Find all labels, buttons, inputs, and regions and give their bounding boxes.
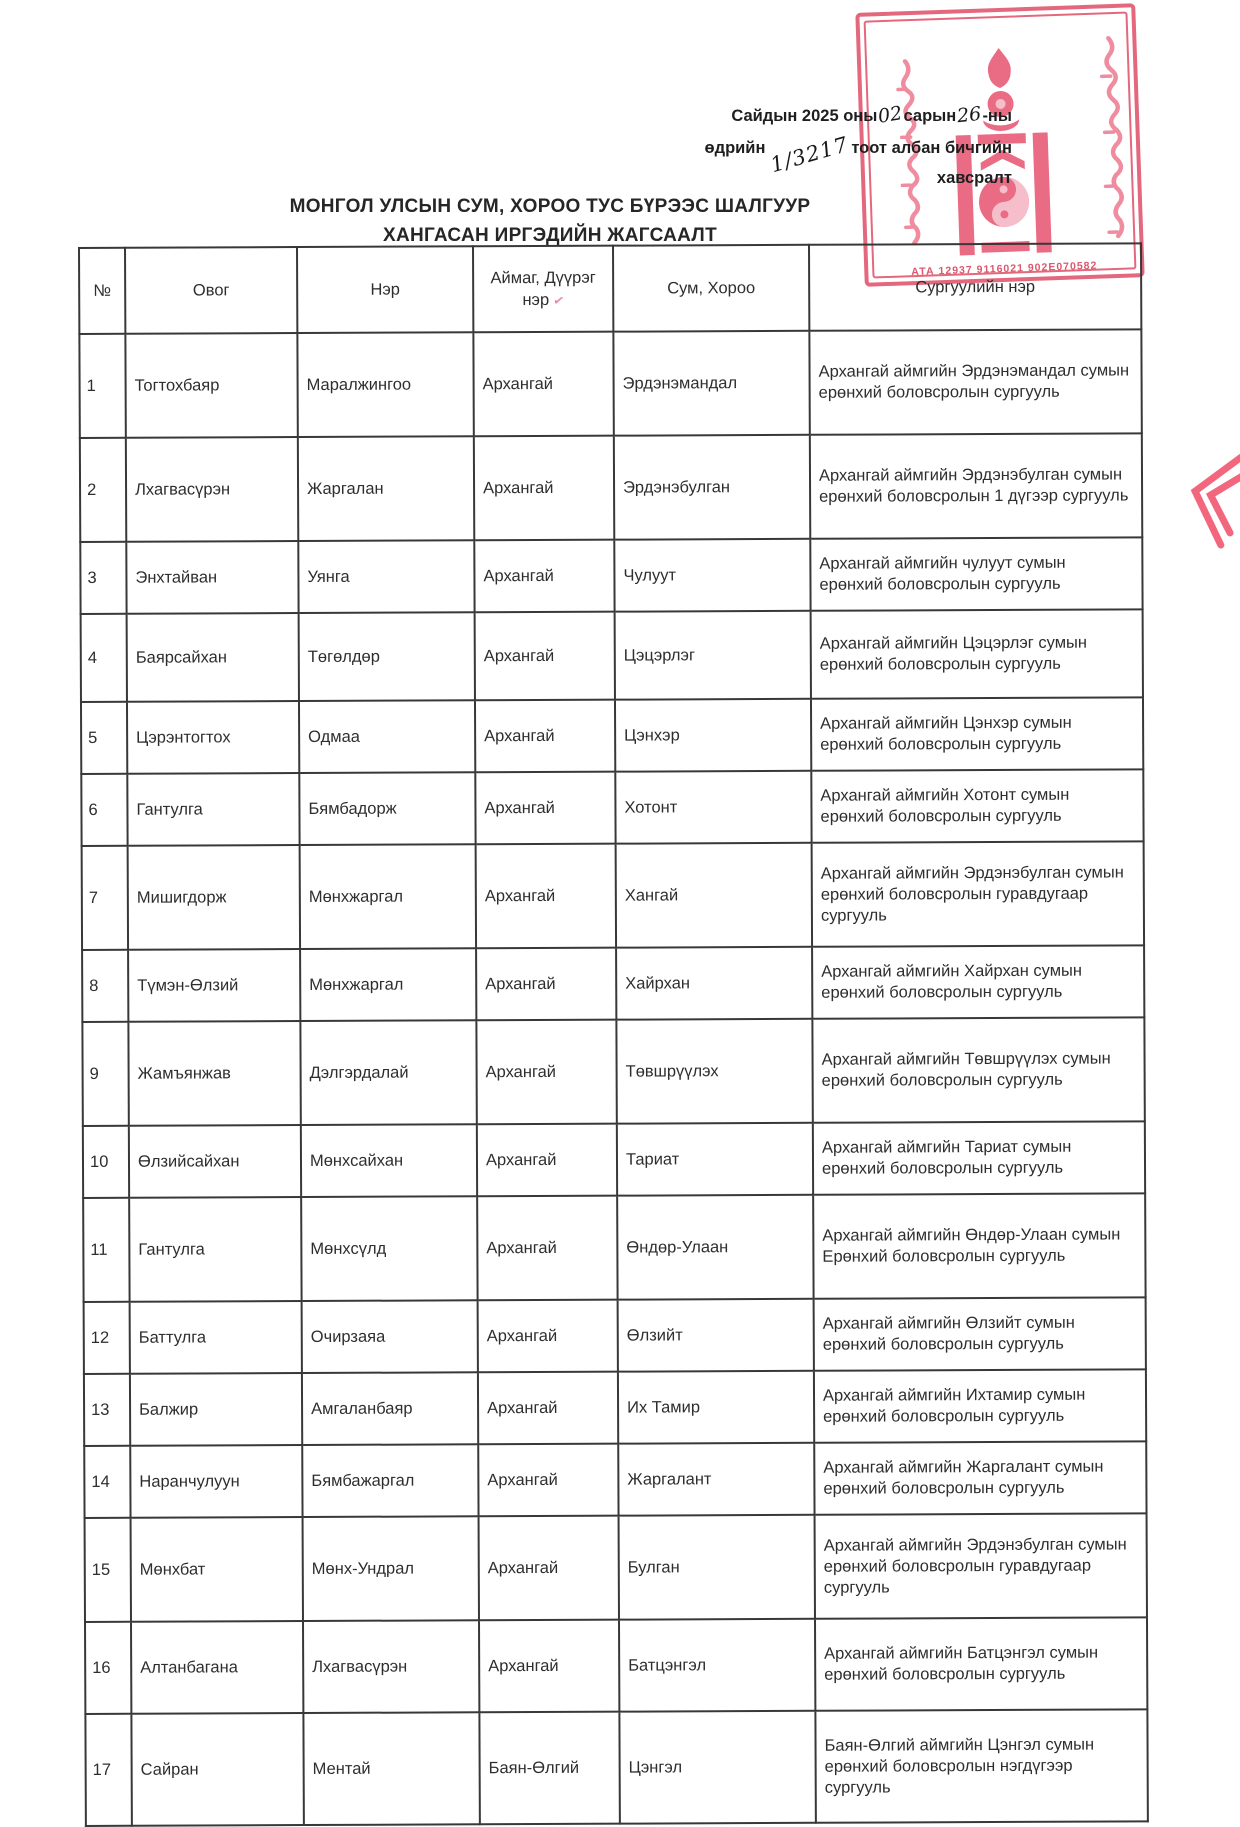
cell-sum: Хайрхан: [616, 947, 812, 1020]
cell-school: Архангай аймгийн Эрдэнэбулган сумын ерөнхий боловсролын 1 дүгээр сургууль: [810, 433, 1142, 538]
cell-aimag: Архангай: [479, 1620, 619, 1713]
table-row: [85, 1513, 1147, 1622]
cell-name: Лхагвасүрэн: [303, 1620, 479, 1713]
header-surname: Овог: [125, 247, 297, 334]
cell-aimag: Архангай: [476, 844, 616, 949]
cell-aimag: Архангай: [478, 1444, 618, 1517]
cell-school: Архангай аймгийн Ихтамир сумын ерөнхий боловсролын сургууль: [814, 1369, 1146, 1442]
header-aimag-line2: нэр: [522, 290, 550, 309]
cell-aimag: Архангай: [476, 1020, 616, 1125]
cell-sum: Хотонт: [615, 771, 811, 844]
page-title-line-2: ХАНГАСАН ИРГЭДИЙН ЖАГСААЛТ: [383, 225, 717, 246]
cell-sum: Хангай: [616, 843, 812, 948]
cell-sum: Эрдэнэмандал: [613, 331, 809, 436]
cell-aimag: Архангай: [475, 700, 615, 773]
table-body: [79, 329, 1147, 1826]
cell-sum: Их Тамир: [618, 1371, 814, 1444]
cell-sum: Жаргалант: [618, 1443, 814, 1516]
cell-surname: Алтанбагана: [131, 1621, 303, 1714]
cell-num: 2: [80, 438, 126, 542]
annotation-text: сарын: [903, 107, 957, 125]
cell-num: 1: [79, 334, 125, 438]
table-row: [83, 1121, 1145, 1198]
cell-surname: Наранчулуун: [130, 1445, 302, 1518]
cell-aimag: Архангай: [474, 436, 614, 541]
annotation-line-1: [592, 100, 1012, 131]
cell-sum: Цэнгэл: [619, 1711, 815, 1824]
cell-num: 11: [83, 1198, 129, 1302]
annotation-text: хавсралт: [936, 169, 1012, 187]
cell-aimag: Архангай: [478, 1372, 618, 1445]
cell-school: Архангай аймгийн Цэнхэр сумын ерөнхий боловсролын сургууль: [811, 697, 1143, 770]
table-row: [79, 329, 1141, 438]
cell-sum: Тариат: [617, 1123, 813, 1196]
cell-sum: Эрдэнэбулган: [614, 435, 810, 540]
cell-num: 10: [83, 1126, 129, 1198]
cell-num: 14: [84, 1446, 130, 1518]
table-row: [82, 841, 1144, 950]
header-name: Нэр: [297, 246, 473, 333]
cell-surname: Жамъянжав: [128, 1021, 300, 1126]
red-chevron-mark-icon: [1186, 446, 1240, 550]
cell-sum: Төвшрүүлэх: [616, 1019, 812, 1124]
cell-surname: Тогтохбаяр: [125, 333, 297, 438]
cell-num: 9: [82, 1022, 128, 1126]
cell-name: Бямбажаргал: [302, 1444, 478, 1517]
table-row: [83, 1193, 1145, 1302]
cell-name: Мөнхжаргал: [300, 948, 476, 1021]
cell-aimag: Архангай: [478, 1300, 618, 1373]
handwritten-ref-number: 1/3217: [768, 132, 852, 178]
annotation-text: тоот албан бичгийн: [851, 139, 1012, 157]
cell-school: Архангай аймгийн Хотонт сумын ерөнхий боловсролын сургууль: [811, 769, 1143, 842]
cell-sum: Цэнхэр: [615, 699, 811, 772]
table-row: [84, 1297, 1146, 1374]
cell-name: Дэлгэрдалай: [300, 1020, 476, 1125]
cell-sum: Өндөр-Улаан: [617, 1195, 813, 1300]
cell-num: 4: [81, 614, 127, 702]
cell-school: Архангай аймгийн Эрдэнэмандал сумын ерөнхий боловсролын сургууль: [809, 329, 1141, 434]
cell-school: Архангай аймгийн Батцэнгэл сумын ерөнхий боловсролын сургууль: [815, 1617, 1147, 1710]
table-row: [81, 609, 1143, 702]
cell-surname: Гантулга: [127, 773, 299, 846]
annotation-text: өдрийн: [704, 139, 766, 157]
cell-school: Архангай аймгийн Тариат сумын ерөнхий боловсролын сургууль: [813, 1121, 1145, 1194]
stamp-serial-number: АТА 12937 9116021 902Е070582: [911, 259, 1098, 279]
table-row: [81, 769, 1143, 846]
cell-aimag: Архангай: [477, 1124, 617, 1197]
cell-num: 3: [80, 542, 126, 614]
table-row: [82, 945, 1144, 1022]
cell-num: 7: [82, 846, 128, 950]
header-aimag-line1: Аймаг, Дүүрэг: [490, 268, 596, 287]
cell-name: Одмаа: [299, 700, 475, 773]
annotation-text: -ны: [982, 107, 1012, 125]
cell-name: Мөнхсүлд: [301, 1196, 477, 1301]
annotation-text: Сайдын 2025 оны: [731, 107, 878, 125]
header-sum: Сум, Хороо: [613, 245, 809, 332]
cell-surname: Балжир: [130, 1373, 302, 1446]
annotation-note: [592, 100, 1012, 193]
citizens-list-table-wrap: [78, 242, 1147, 1827]
cell-surname: Өлзийсайхан: [129, 1125, 301, 1198]
cell-name: Мөнх-Ундрал: [303, 1516, 479, 1621]
cell-school: Архангай аймгийн Жаргалант сумын ерөнхий боловсролын сургууль: [814, 1441, 1146, 1514]
cell-surname: Мишигдорж: [128, 845, 300, 950]
table-row: [84, 1369, 1146, 1446]
table-row: [82, 1017, 1144, 1126]
cell-sum: Батцэнгэл: [619, 1619, 815, 1712]
cell-num: 8: [82, 950, 128, 1022]
cell-num: 13: [84, 1374, 130, 1446]
cell-sum: Чулуут: [614, 539, 810, 612]
cell-surname: Сайран: [131, 1713, 303, 1826]
handwritten-month: 02: [876, 102, 905, 128]
table-row: [85, 1617, 1147, 1714]
cell-school: Архангай аймгийн Өлзийт сумын ерөнхий боловсролын сургууль: [814, 1297, 1146, 1370]
cell-name: Уянга: [298, 540, 474, 613]
cell-name: Мөнхсайхан: [301, 1124, 477, 1197]
cell-school: Архангай аймгийн Төвшрүүлэх сумын ерөнхий боловсролын сургууль: [812, 1017, 1144, 1122]
cell-name: Жаргалан: [298, 436, 474, 541]
cell-school: Архангай аймгийн чулуут сумын ерөнхий боловсролын сургууль: [810, 537, 1142, 610]
cell-sum: Өлзийт: [618, 1299, 814, 1372]
cell-surname: Түмэн-Өлзий: [128, 949, 300, 1022]
table-row: [85, 1709, 1147, 1826]
cell-aimag: Архангай: [477, 1196, 617, 1301]
cell-name: Мөнхжаргал: [300, 844, 476, 949]
header-num: №: [79, 248, 125, 334]
cell-aimag: Архангай: [476, 948, 616, 1021]
cell-aimag: Баян-Өлгий: [479, 1712, 619, 1825]
cell-name: Бямбадорж: [299, 772, 475, 845]
table-row: [81, 697, 1143, 774]
cell-name: Төгөлдөр: [299, 612, 475, 701]
cell-num: 12: [84, 1302, 130, 1374]
cell-name: Ментай: [303, 1712, 479, 1825]
cell-school: Архангай аймгийн Цэцэрлэг сумын ерөнхий боловсролын сургууль: [811, 609, 1143, 698]
cell-name: Маралжингоо: [297, 332, 473, 437]
cell-aimag: Архангай: [479, 1516, 619, 1621]
cell-aimag: Архангай: [473, 332, 613, 437]
cell-school: Архангай аймгийн Өндөр-Улаан сумын Ерөнхий боловсролын сургууль: [813, 1193, 1145, 1298]
cell-school: Архангай аймгийн Эрдэнэбулган сумын ерөнхий боловсролын гуравдугаар сургууль: [815, 1513, 1147, 1618]
cell-surname: Баттулга: [130, 1301, 302, 1374]
handwritten-day: 26: [956, 102, 983, 128]
page-title: [50, 192, 1050, 250]
check-mark-icon: ✓: [551, 291, 566, 309]
cell-num: 15: [85, 1518, 131, 1622]
cell-sum: Цэцэрлэг: [615, 611, 811, 700]
cell-sum: Булган: [619, 1515, 815, 1620]
cell-num: 17: [85, 1714, 131, 1826]
cell-aimag: Архангай: [475, 612, 615, 701]
table-row: [80, 433, 1142, 542]
cell-school: Архангай аймгийн Эрдэнэбулган сумын ерөнхий боловсролын гуравдугаар сургууль: [812, 841, 1144, 946]
cell-name: Очирзаяа: [302, 1300, 478, 1373]
cell-num: 6: [81, 774, 127, 846]
header-aimag: [473, 246, 613, 333]
cell-aimag: Архангай: [475, 772, 615, 845]
table-header-row: [79, 243, 1141, 334]
cell-num: 16: [85, 1622, 131, 1714]
cell-surname: Баярсайхан: [127, 613, 299, 702]
table-row: [80, 537, 1142, 614]
cell-surname: Мөнхбат: [131, 1517, 303, 1622]
cell-num: 5: [81, 702, 127, 774]
cell-surname: Лхагвасүрэн: [126, 437, 298, 542]
cell-name: Амгаланбаяр: [302, 1372, 478, 1445]
page-title-line-1: МОНГОЛ УЛСЫН СУМ, ХОРОО ТУС БҮРЭЭС ШАЛГУУР: [289, 196, 811, 217]
cell-surname: Цэрэнтогтох: [127, 701, 299, 774]
header-school: Сургуулийн нэр: [809, 243, 1141, 330]
table-row: [84, 1441, 1146, 1518]
citizens-list-table: [78, 242, 1149, 1827]
cell-surname: Энхтайван: [126, 541, 298, 614]
cell-surname: Гантулга: [129, 1197, 301, 1302]
cell-school: Баян-Өлгий аймгийн Цэнгэл сумын ерөнхий боловсролын нэгдүгээр сургууль: [815, 1709, 1147, 1822]
cell-aimag: Архангай: [474, 540, 614, 613]
cell-school: Архангай аймгийн Хайрхан сумын ерөнхий боловсролын сургууль: [812, 945, 1144, 1018]
